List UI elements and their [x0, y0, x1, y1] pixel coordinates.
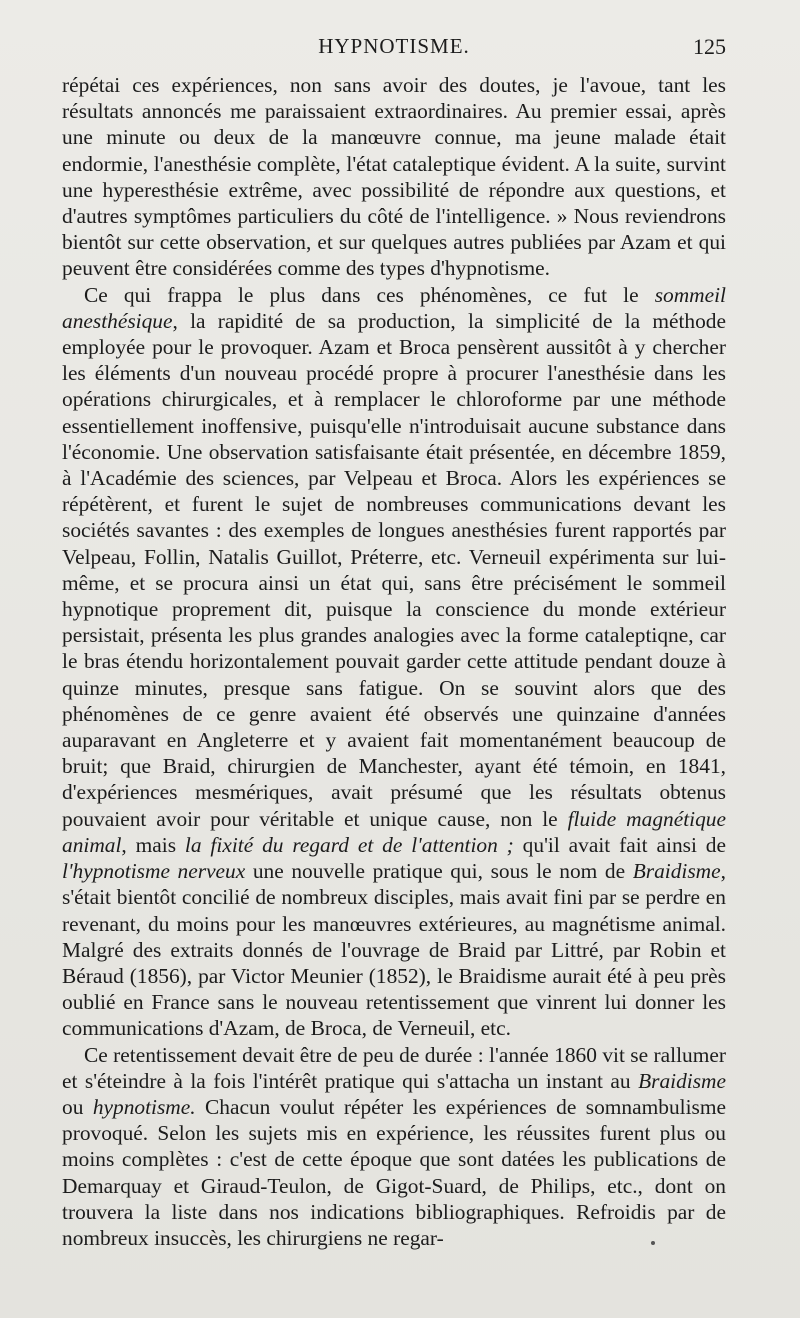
text-run: ou [62, 1094, 93, 1119]
page-header [62, 34, 726, 64]
text-run: Chacun voulut répéter les expériences de somnambulisme provoqué. Selon les sujets mis en expérience, les réussites furent plus ou moins complètes : c'est de cette époque que sont datées les publications de Demarquay et Giraud-Teulon, de Gigot-Suard, de Philips, etc., dont on trouvera la liste dans nos indications bibliographiques. Refroidis par de nombreux insuccès, les chirurgiens ne regar- [62, 1094, 726, 1250]
running-title: HYPNOTISME. [318, 34, 470, 58]
text-run: une nouvelle pratique qui, sous le nom de [245, 859, 633, 884]
text-run: Ce retentissement devait être de peu de durée : l'année 1860 vit se rallumer et s'éteindre à la fois l'intérêt pratique qui s'attacha un instant au [62, 1042, 726, 1093]
paragraph-1 [62, 72, 726, 282]
italic-run: la fixité du regard et de l'attention ; [184, 832, 514, 857]
text-run: , mais [121, 832, 185, 857]
italic-run: fluide magnétique animal [62, 806, 726, 857]
italic-run: Braidisme [638, 1068, 726, 1093]
text-run: , la rapidité de sa production, la simplicité de la méthode employée pour le provoquer. Azam et Broca pensèrent aussitôt à y chercher les éléments d'un nouveau procédé propre à procurer l'anesthésie dans les opérations chirurgicales, et à remplacer le chloroforme par une méthode essentiellement inoffensive, puisqu'elle n'introduisait aucune substance dans l'économie. Une observation satisfaisante était présentée, en décembre 1859, à l'Académie des sciences, par Velpeau et Broca. Alors les expériences se répétèrent, et furent le sujet de nombreuses communications devant les sociétés savantes : des exemples de longues anesthésies furent rapportés par Velpeau, Follin, Natalis Guillot, Préterre, etc. Verneuil expérimenta sur lui-même, et se procura ainsi un état qui, sans être précisément le sommeil hypnotique proprement dit, puisque la conscience du monde extérieur persistait, présenta les plus grandes analogies avec la forme cataleptiqne, car le bras étendu horizontalement pouvait garder cette attitude pendant douze à quinze minutes, presque sans fatigue. On se souvint alors que des phénomènes de ce genre avaient été observés une quinzaine d'années auparavant en Angleterre et y avaient fait momentanément beaucoup de bruit; que Braid, chirurgien de Manchester, ayant été témoin, en 1841, d'expériences mesmériques, avait présumé que les résultats obtenus pouvaient avoir pour véritable et unique cause, non le [62, 308, 726, 831]
ink-speck [651, 1241, 655, 1245]
text-run: Ce qui frappa le plus dans ces phénomènes, ce fut le [84, 282, 655, 307]
text-run: répétai ces expériences, non sans avoir des doutes, je l'avoue, tant les résultats annoncés me paraissaient extraordinaires. Au premier essai, après une minute ou deux de la manœuvre connue, ma jeune malade était endormie, l'anesthésie complète, l'état cataleptique évident. A la suite, survint une hyperesthésie extrême, avec possibilité de répondre aux questions, et d'autres symptômes particuliers du côté de l'intelligence. » Nous reviendrons bientôt sur cette observation, et sur quelques autres publiées par Azam et qui peuvent être considérées comme des types d'hypnotisme. [62, 73, 726, 281]
text-run: qu'il avait fait ainsi de [513, 832, 726, 857]
paragraph-3 [62, 1042, 726, 1252]
italic-run: l'hypnotisme nerveux [62, 859, 246, 884]
page-number: 125 [693, 34, 726, 59]
paragraph-2 [62, 282, 726, 1042]
italic-run: hypnotisme. [92, 1094, 196, 1119]
page-body [62, 72, 726, 1251]
italic-run: sommeil anesthésique [62, 282, 726, 333]
italic-run: Braidisme [632, 859, 721, 884]
text-run: , s'était bientôt concilié de nombreux disciples, mais avait fini par se perdre en revenant, du moins pour les manœuvres extérieures, au magnétisme animal. Malgré des extraits donnés de l'ouvrage de Braid par Littré, par Robin et Béraud (1856), par Victor Meunier (1852), le Braidisme aurait été à peu près oublié en France sans le nouveau retentissement que vinrent lui donner les communications d'Azam, de Broca, de Verneuil, etc. [62, 859, 726, 1041]
